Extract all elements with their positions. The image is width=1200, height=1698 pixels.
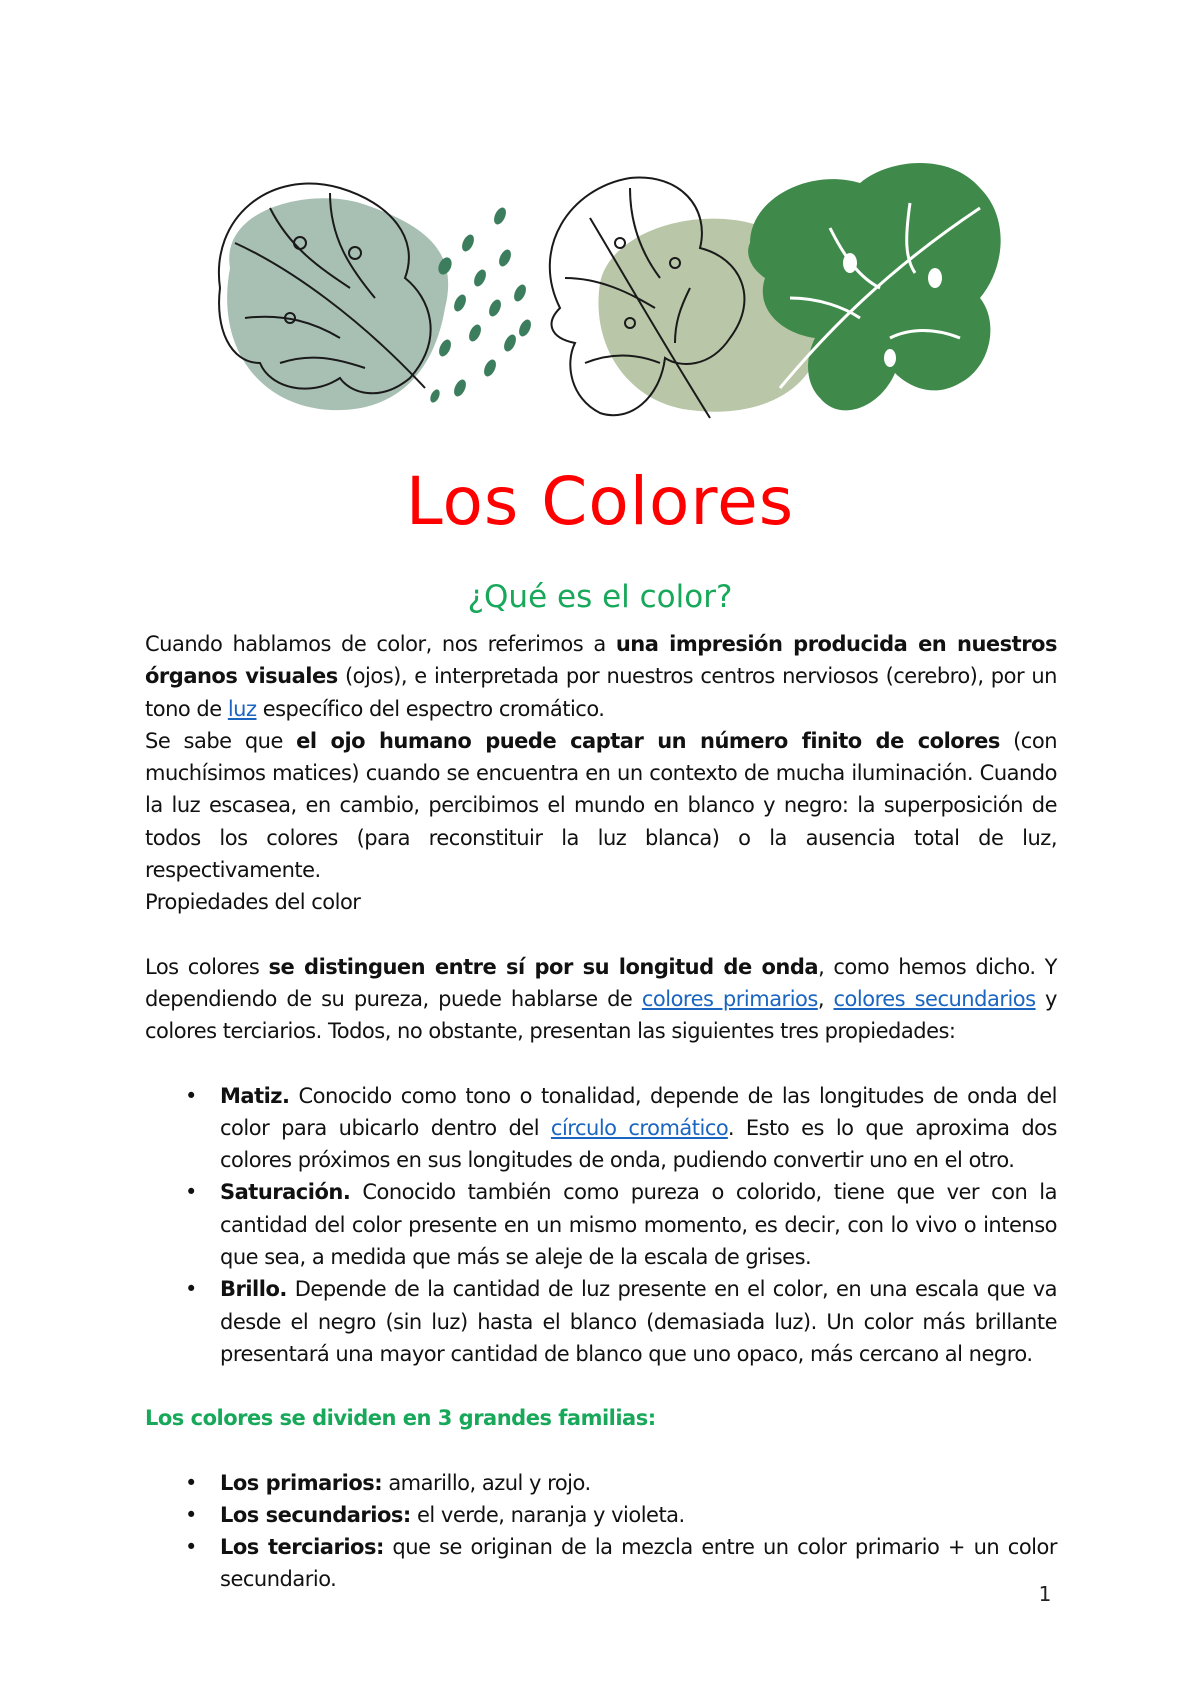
list-item xyxy=(145,1176,1057,1273)
spacer xyxy=(145,1370,1057,1402)
text-span: . Esto es lo que aproxima dos colores próximos en sus longitudes de onda, pudiendo convertir uno en el otro. xyxy=(220,1115,1057,1173)
list-item xyxy=(145,1080,1057,1177)
text-span: Depende de la cantidad de luz presente en el color, en una escala que va desde el negro (sin luz) hasta el blanco (demasiada luz). Un color más brillante presentará una mayor cantidad de blanco que uno opaco, más cercano al negro. xyxy=(220,1277,1057,1366)
list-term: Matiz. xyxy=(220,1083,290,1108)
text-span: , como hemos dicho. Y dependiendo de su pureza, puede hablarse de xyxy=(145,954,1057,1011)
list-term: Los terciarios: xyxy=(220,1535,384,1560)
section-subtitle: ¿Qué es el color? xyxy=(467,579,733,615)
link-luz[interactable]: luz xyxy=(227,696,257,721)
text-span: Los colores xyxy=(145,954,269,979)
text-span: Se sabe que xyxy=(145,728,297,753)
text-span: Cuando hablamos de color, nos referimos a xyxy=(145,632,616,656)
spacer xyxy=(145,1048,1057,1080)
list-item xyxy=(145,1467,1057,1499)
list-term: Brillo. xyxy=(220,1277,287,1302)
link-circulo-cromatico[interactable]: círculo cromático xyxy=(550,1115,728,1140)
bullet-icon: • xyxy=(185,1083,197,1108)
text-span: específico del espectro cromático. xyxy=(256,696,605,721)
text-span: , xyxy=(817,986,834,1011)
families-heading: Los colores se dividen en 3 grandes familias: xyxy=(145,1406,656,1431)
properties-heading: Propiedades del color xyxy=(145,890,361,915)
properties-list xyxy=(145,1080,1057,1371)
page-title: Los Colores xyxy=(405,463,795,540)
bullet-icon: • xyxy=(185,1470,197,1495)
page-number: 1 xyxy=(1038,1582,1052,1606)
list-term: Los secundarios: xyxy=(220,1502,411,1527)
text-span: el verde, naranja y violeta. xyxy=(410,1502,685,1527)
text-span: amarillo, azul y rojo. xyxy=(382,1470,591,1495)
bold-span: una impresión producida en nuestros órganos visuales xyxy=(145,632,1057,689)
document-body xyxy=(145,628,1057,1596)
bold-span: se distinguen entre sí por su longitud de onda xyxy=(268,954,819,979)
intro-paragraph-2 xyxy=(145,725,1057,886)
text-span: (ojos), e interpretada por nuestros centros nerviosos (cerebro), por un tono de xyxy=(145,664,1057,721)
link-colores-secundarios[interactable]: colores secundarios xyxy=(833,986,1036,1011)
spacer xyxy=(145,1435,1057,1467)
bullet-icon: • xyxy=(185,1535,197,1560)
families-list xyxy=(145,1467,1057,1596)
list-item xyxy=(145,1531,1057,1596)
list-term: Saturación. xyxy=(220,1180,351,1205)
link-colores-primarios[interactable]: colores primarios xyxy=(641,986,818,1011)
list-item xyxy=(145,1273,1057,1370)
bullet-icon: • xyxy=(185,1502,197,1527)
bold-span: el ojo humano puede captar un número finito de colores xyxy=(296,728,1000,753)
bullet-icon: • xyxy=(185,1277,197,1302)
intro-paragraph-1 xyxy=(145,628,1057,725)
properties-paragraph xyxy=(145,951,1057,1048)
list-item xyxy=(145,1499,1057,1531)
spacer xyxy=(145,919,1057,951)
text-span: Conocido también como pureza o colorido, tiene que ver con la cantidad del color presente en un mismo momento, es decir, con lo vivo o intenso que sea, a medida que más se aleje de la escala de grises. xyxy=(220,1180,1057,1270)
text-span: que se originan de la mezcla entre un color primario + un color secundario. xyxy=(220,1535,1057,1592)
text-span: (con muchísimos matices) cuando se encuentra en un contexto de mucha iluminación. Cuando la luz escasea, en cambio, percibimos el mundo en blanco y negro: la superposición de todos los colores (para reconstituir la luz blanca) o la ausencia total de luz, respectivamente. xyxy=(145,728,1058,883)
list-term: Los primarios: xyxy=(220,1470,383,1495)
text-span: Conocido como tono o tonalidad, depende de las longitudes de onda del color para ubicarlo dentro del xyxy=(220,1083,1057,1140)
bullet-icon: • xyxy=(185,1180,197,1205)
text-span: y colores terciarios. Todos, no obstante, presentan las siguientes tres propiedades: xyxy=(145,986,1057,1044)
monstera-banner-illustration xyxy=(190,148,1020,448)
